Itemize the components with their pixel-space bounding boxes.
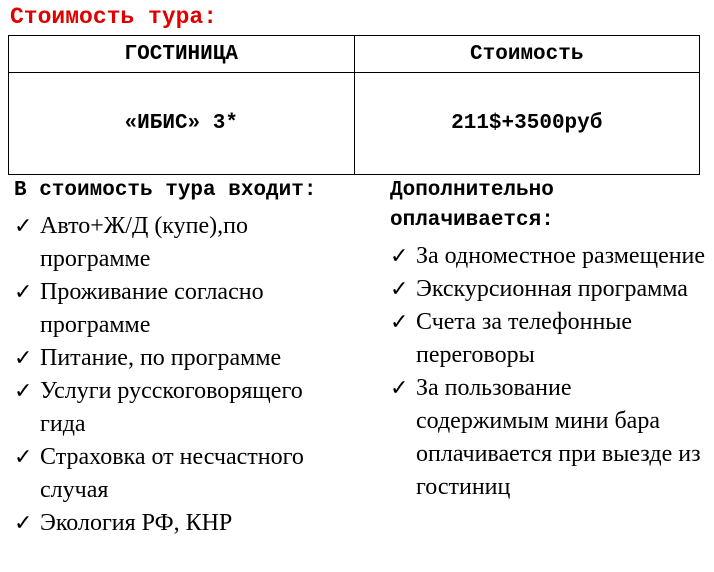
check-icon: ✓ (14, 445, 33, 470)
check-icon: ✓ (14, 511, 33, 536)
page-title: Стоимость тура: (10, 4, 218, 30)
list-item (390, 273, 710, 306)
list-item-text: Экология РФ, КНР (40, 510, 233, 536)
list-item (14, 342, 344, 375)
list-item (390, 372, 710, 504)
list-item-text: Счета за телефонные переговоры (416, 309, 633, 368)
list-item-text: За одноместное размещение (416, 243, 706, 269)
list-item (14, 375, 344, 441)
check-icon: ✓ (14, 346, 33, 371)
extra-list (390, 240, 710, 504)
list-item (14, 276, 344, 342)
table-header-row (9, 36, 700, 73)
included-section (14, 176, 344, 540)
list-item-text: Авто+Ж/Д (купе),по программе (40, 213, 248, 272)
check-icon: ✓ (14, 214, 33, 239)
check-icon: ✓ (390, 244, 409, 269)
list-item (390, 306, 710, 372)
check-icon: ✓ (14, 280, 33, 305)
list-item-text: Проживание согласно программе (40, 279, 264, 338)
list-item (14, 507, 344, 540)
list-item-text: Питание, по программе (40, 345, 282, 371)
list-item (14, 441, 344, 507)
extra-section (390, 176, 710, 504)
table-row (9, 73, 700, 175)
cell-price: 211$+3500руб (354, 73, 700, 175)
check-icon: ✓ (390, 310, 409, 335)
included-heading: В стоимость тура входит: (14, 179, 317, 202)
cell-hotel-name: «ИБИС» 3* (9, 73, 355, 175)
extra-heading: Дополнительно оплачивается: (390, 179, 554, 232)
list-item-text: Страховка от несчастного случая (40, 444, 304, 503)
list-item-text: Услуги русскоговорящего гида (40, 378, 303, 437)
list-item-text: За пользование содержимым мини бара оплачивается при выезде из гостиниц (416, 375, 701, 500)
list-item (390, 240, 710, 273)
header-hotel: ГОСТИНИЦА (9, 36, 355, 73)
list-item (14, 210, 344, 276)
list-item-text: Экскурсионная программа (416, 276, 688, 302)
header-cost: Стоимость (354, 36, 700, 73)
check-icon: ✓ (14, 379, 33, 404)
included-list (14, 210, 344, 540)
check-icon: ✓ (390, 277, 409, 302)
price-table (8, 35, 700, 175)
check-icon: ✓ (390, 376, 409, 401)
